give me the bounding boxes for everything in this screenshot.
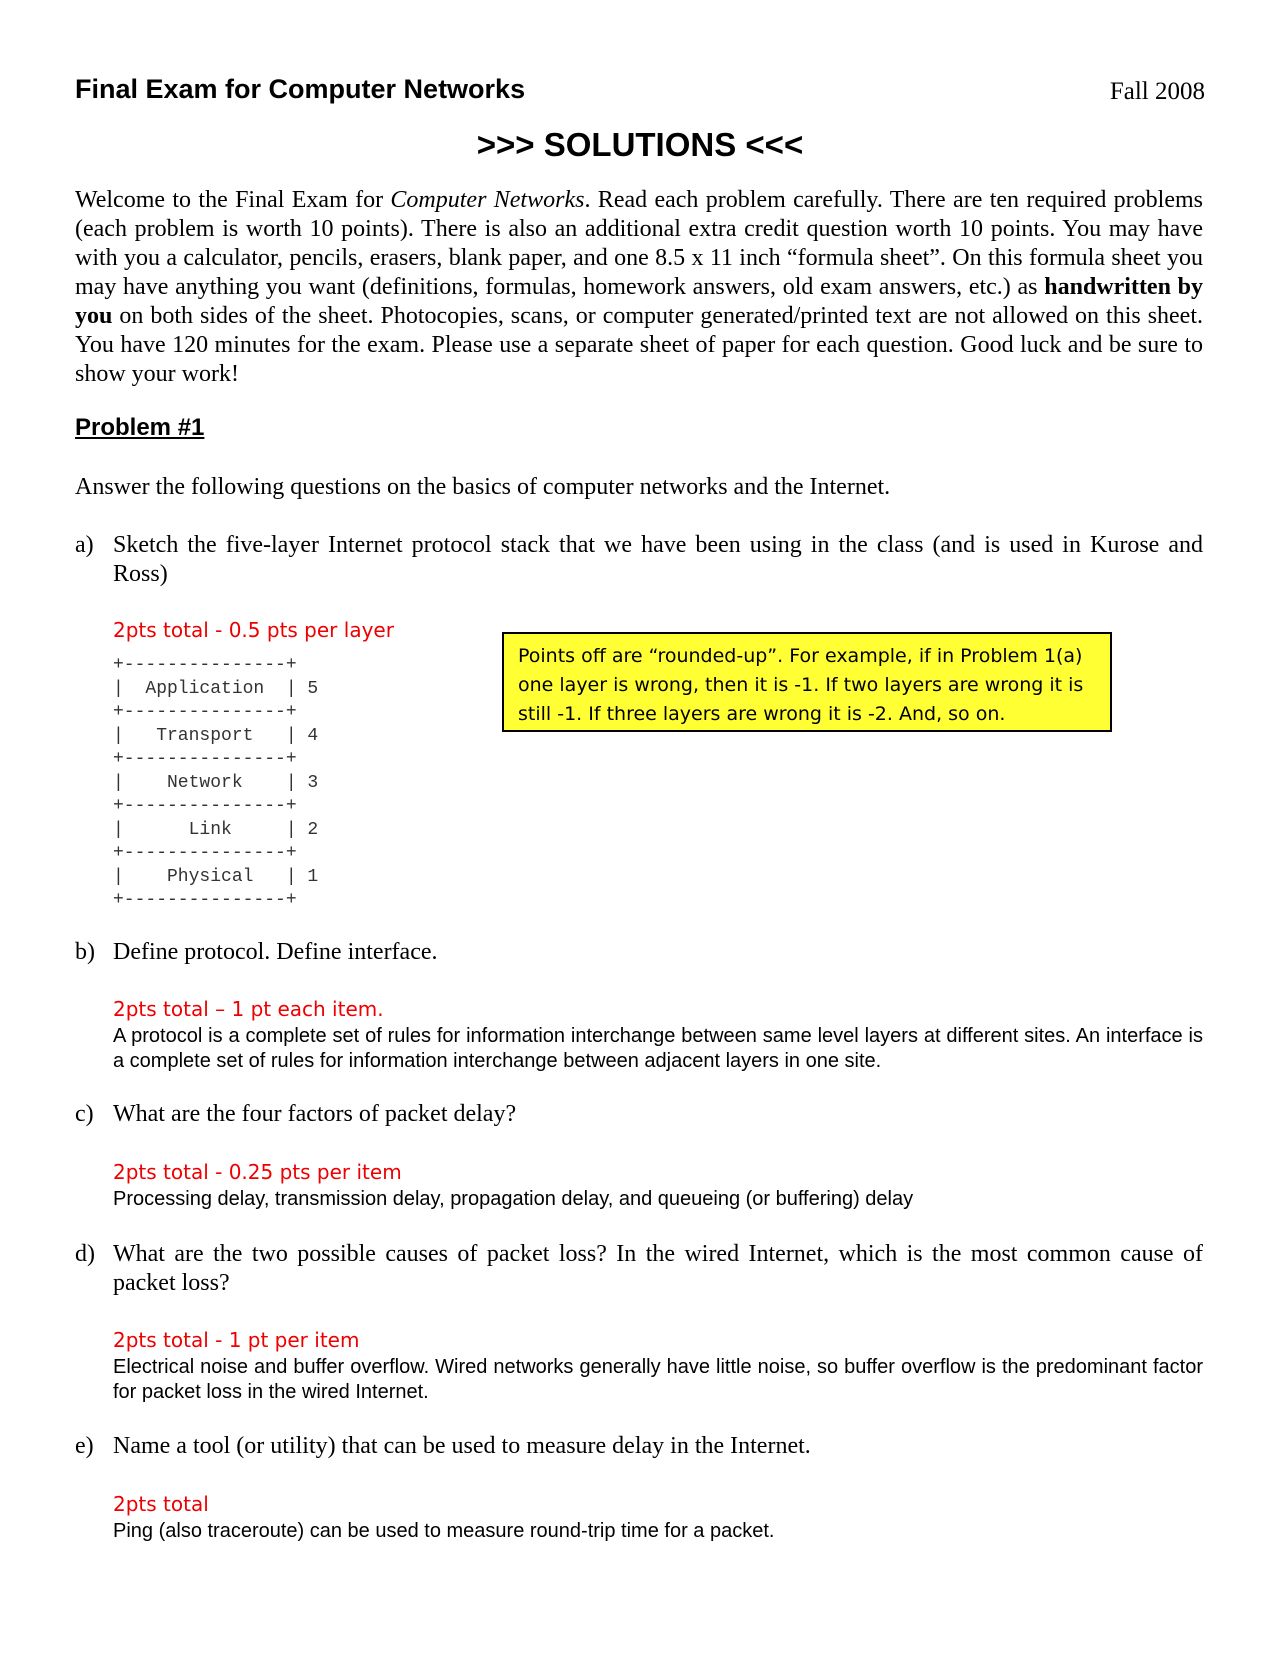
intro-paragraph	[75, 186, 1203, 389]
question-a	[75, 531, 1203, 589]
grading-note-box: Points off are “rounded-up”. For example, if in Problem 1(a) one layer is wrong, then it is -1. If two layers are wrong it is still -1. If three layers are wrong it is -2. And, so on.	[502, 632, 1112, 732]
answer-c: Processing delay, transmission delay, propagation delay, and queueing (or buffering) delay	[113, 1188, 914, 1210]
intro-text-1: Welcome to the Final Exam for	[75, 187, 391, 213]
protocol-stack-diagram: +---------------+ | Application | 5 +---------------+ | Transport | 4 +---------------+ | Network | 3 +---------------+ | Link | 2 +---------------+ | Physical | 1 +---------------+	[113, 655, 319, 910]
question-d	[75, 1240, 1203, 1298]
grading-d: 2pts total - 1 pt per item	[113, 1328, 360, 1352]
answer-e: Ping (also traceroute) can be used to measure round-trip time for a packet.	[113, 1520, 775, 1542]
intro-bold-text: handwritten by you	[75, 274, 1204, 329]
question-text: What are the four factors of packet delay?	[113, 1101, 517, 1127]
question-b	[75, 938, 1203, 967]
question-label: a)	[75, 532, 94, 558]
grading-c: 2pts total - 0.25 pts per item	[113, 1160, 402, 1184]
question-text: What are the two possible causes of packet loss? In the wired Internet, which is the most common cause of packet loss?	[113, 1241, 1203, 1296]
exam-title: Final Exam for Computer Networks	[75, 74, 526, 104]
question-label: b)	[75, 939, 95, 965]
question-label: d)	[75, 1241, 95, 1267]
intro-text-3: on both sides of the sheet. Photocopies, scans, or computer generated/printed text are not allowed on this sheet. You have 120 minutes for the exam. Please use a separate sheet of paper for each question. Good luck and be sure to show your work!	[75, 303, 1203, 387]
exam-term: Fall 2008	[1109, 78, 1205, 105]
course-name: Computer Networks	[390, 187, 585, 213]
problem-intro: Answer the following questions on the basics of computer networks and the Internet.	[75, 474, 891, 500]
question-text: Define protocol. Define interface.	[113, 939, 438, 965]
question-label: c)	[75, 1101, 94, 1127]
question-text: Sketch the five-layer Internet protocol stack that we have been using in the class (and is used in Kurose and Ross)	[113, 532, 1203, 587]
solutions-heading: >>> SOLUTIONS <<<	[476, 126, 804, 163]
question-label: e)	[75, 1433, 94, 1459]
grading-e: 2pts total	[113, 1492, 209, 1516]
question-c	[75, 1100, 1203, 1129]
intro-text-2: . Read each problem carefully. There are ten required problems (each problem is worth 10 points). There is also an additional extra credit question worth 10 points. You may have with you a calculator, pencils, erasers, blank paper, and one 8.5 x 11 inch “formula sheet”. On this formula sheet you may have anything you want (definitions, formulas, homework answers, old exam answers, etc.) as	[75, 187, 1204, 300]
answer-b: A protocol is a complete set of rules for information interchange between same level layers at different sites. An interface is a complete set of rules for information interchange between adjacent layers in one site.	[113, 1025, 1203, 1072]
answer-d: Electrical noise and buffer overflow. Wired networks generally have little noise, so buffer overflow is the predominant factor for packet loss in the wired Internet.	[113, 1356, 1203, 1403]
grading-b: 2pts total – 1 pt each item.	[113, 997, 384, 1021]
question-text: Name a tool (or utility) that can be used to measure delay in the Internet.	[113, 1433, 811, 1459]
question-e	[75, 1432, 1203, 1461]
grading-a: 2pts total - 0.5 pts per layer	[113, 618, 394, 642]
problem-heading: Problem #1	[75, 414, 205, 441]
